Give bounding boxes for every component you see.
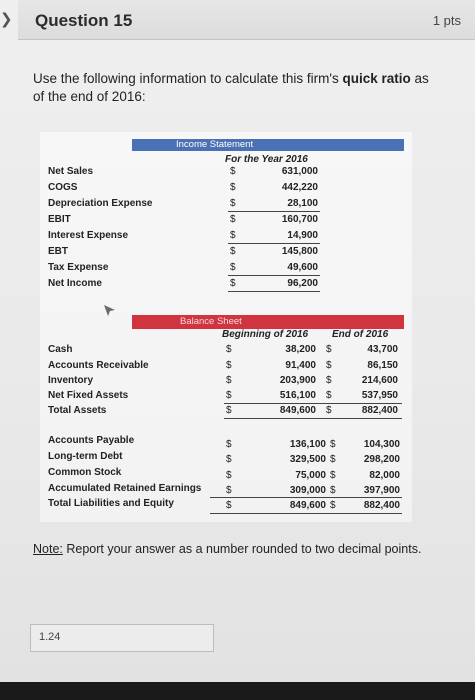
bs-liability-dollar-end: $ [330,485,336,496]
bs-liability-end: 298,200 [363,454,400,465]
bs-asset-label: Total Assets [48,405,107,416]
bs-asset-end: 214,600 [361,375,398,386]
prompt-text-post: as of the end of 2016: [33,71,429,104]
bs-asset-dollar-end: $ [326,360,332,371]
is-row-value: 631,000 [281,166,318,177]
balance-col-end: End of 2016 [332,329,389,340]
bs-asset-label: Inventory [48,375,94,386]
is-row-value: 160,700 [281,214,318,225]
is-row-label: COGS [48,182,78,193]
bs-liability-end: 397,900 [363,485,400,496]
is-row-value: 14,900 [287,230,318,241]
question-header [18,0,475,40]
is-row-value: 145,800 [281,246,318,257]
bs-asset-begin: 91,400 [285,360,316,371]
is-row-label: Interest Expense [48,230,129,241]
is-row-label: Tax Expense [48,262,109,273]
bs-asset-begin: 849,600 [279,405,316,416]
bs-asset-end: 43,700 [367,344,398,355]
bs-liability-end: 82,000 [369,470,400,481]
bs-asset-dollar-end: $ [326,405,332,416]
is-row-dollar: $ [230,166,236,177]
bs-asset-end: 537,950 [361,390,398,401]
bs-liability-dollar-begin: $ [226,439,232,450]
financial-statements-image [40,132,412,522]
question-title: Question 15 [35,11,133,30]
is-row-dollar: $ [230,198,236,209]
bs-asset-dollar-end: $ [326,390,332,401]
bs-liability-dollar-begin: $ [226,485,232,496]
bs-asset-dollar-end: $ [326,375,332,386]
bs-asset-end: 882,400 [361,405,398,416]
bs-liability-label: Common Stock [48,467,122,478]
bs-liability-dollar-begin: $ [226,470,232,481]
is-row-label: EBIT [48,214,71,225]
note-label: Note: [33,542,63,556]
bs-liability-dollar-end: $ [330,500,336,511]
bs-liability-label: Accumulated Retained Earnings [48,483,202,494]
balance-sheet-title: Balance Sheet [180,316,242,327]
is-row-dollar: $ [230,246,236,257]
is-row-value: 442,220 [281,182,318,193]
bs-liability-dollar-begin: $ [226,454,232,465]
is-row-label: Depreciation Expense [48,198,153,209]
note-text: Report your answer as a number rounded to two decimal points. [62,542,422,556]
bs-liability-end: 104,300 [363,439,400,450]
bs-asset-begin: 203,900 [279,375,316,386]
bs-asset-dollar-begin: $ [226,360,232,371]
balance-sheet-header [132,315,404,329]
bs-asset-label: Accounts Receivable [48,360,149,371]
answer-input[interactable]: 1.24 [30,624,214,652]
bs-liability-dollar-end: $ [330,470,336,481]
question-points: 1 pts [432,13,461,28]
bs-asset-dollar-begin: $ [226,344,232,355]
is-row-dollar: $ [230,278,236,289]
bs-asset-begin: 38,200 [285,344,316,355]
bs-liability-begin: 75,000 [295,470,326,481]
is-row-value: 96,200 [287,278,318,289]
bs-asset-begin: 516,100 [279,390,316,401]
question-prompt [33,70,443,106]
bs-asset-label: Cash [48,344,73,355]
collapse-arrow-icon[interactable]: ❯ [0,10,13,28]
bs-asset-dollar-end: $ [326,344,332,355]
bs-asset-dollar-begin: $ [226,390,232,401]
bs-liability-dollar-end: $ [330,454,336,465]
bottom-edge [0,682,475,700]
is-row-dollar: $ [230,262,236,273]
bs-asset-dollar-begin: $ [226,375,232,386]
prompt-text-bold: quick ratio [342,71,411,86]
bs-liability-dollar-end: $ [330,439,336,450]
prompt-text-pre: Use the following information to calculate this firm's [33,71,343,86]
bs-liability-label: Total Liabilities and Equity [48,498,174,509]
income-statement-header [132,139,404,151]
income-period-label: For the Year 2016 [225,154,308,165]
question-note [33,541,453,558]
bs-asset-label: Net Fixed Assets [48,390,129,401]
bs-liability-begin: 849,600 [289,500,326,511]
balance-col-begin: Beginning of 2016 [222,329,309,340]
is-row-label: EBT [48,246,68,257]
income-statement-title: Income Statement [176,139,254,150]
bs-liability-label: Accounts Payable [48,435,135,446]
mouse-cursor-icon [103,304,117,318]
is-row-value: 49,600 [287,262,318,273]
bs-asset-end: 86,150 [367,360,398,371]
bs-liability-label: Long-term Debt [48,451,123,462]
bs-liability-end: 882,400 [363,500,400,511]
bs-liability-begin: 136,100 [289,439,326,450]
is-row-value: 28,100 [287,198,318,209]
bs-liability-begin: 329,500 [289,454,326,465]
is-row-label: Net Income [48,278,102,289]
bs-liability-dollar-begin: $ [226,500,232,511]
is-row-dollar: $ [230,214,236,225]
is-row-dollar: $ [230,230,236,241]
bs-liability-begin: 309,000 [289,485,326,496]
is-row-label: Net Sales [48,166,94,177]
bs-asset-dollar-begin: $ [226,405,232,416]
is-row-dollar: $ [230,182,236,193]
